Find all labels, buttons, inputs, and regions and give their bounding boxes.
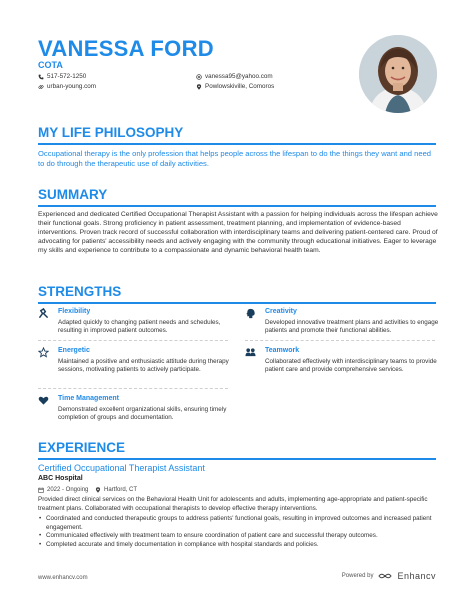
job-dates-text: 2022 - Ongoing	[47, 487, 89, 493]
strength-teamwork	[245, 347, 435, 387]
strength-title: Flexibility	[58, 308, 91, 315]
profile-photo	[359, 35, 437, 113]
footer-branding	[342, 571, 436, 581]
company-name: ABC Hospital	[38, 475, 83, 482]
phone-icon	[38, 74, 44, 80]
strength-description: Adapted quickly to changing patient needs and schedules, resulting in improved patient outcomes.	[58, 319, 221, 335]
at-icon	[196, 74, 202, 80]
job-bullets	[38, 515, 438, 549]
summary-divider	[38, 205, 436, 207]
job-title: Certified Occupational Therapist Assistant	[38, 463, 205, 473]
strength-title: Energetic	[58, 347, 90, 354]
philosophy-divider	[38, 143, 436, 145]
enhancv-logo-icon	[378, 572, 392, 580]
list-item: • Completed accurate and timely documentation in compliance with hospital standards and policies.	[38, 541, 438, 550]
star-icon	[38, 347, 49, 358]
strength-flexibility	[38, 308, 228, 338]
calendar-icon	[38, 487, 44, 493]
summary-text: Experienced and dedicated Certified Occupational Therapist Assistant with a passion for helping individuals across the lifespan achieve their functional goals. Strong proficiency in patient assessment, treatment planning, and implementation of evidence-based interventions. Proven track record of successful collaboration with interdisciplinary teams and delivering patient-centered care. Proud of advocating for patients' accessibility needs and actively engaging with the community through educational initiatives. Eager to leverage my skills and experience to contribute to a compassionate and dynamic behavioral health team.	[38, 211, 438, 254]
strength-title: Teamwork	[265, 347, 300, 354]
location-contact	[196, 83, 274, 90]
strengths-heading: STRENGTHS	[38, 284, 122, 299]
strength-title: Time Management	[58, 395, 119, 402]
strength-description: Developed innovative treatment plans and activities to engage patients and promote their functional abilities.	[265, 319, 439, 335]
website-text[interactable]: urban-young.com	[47, 83, 97, 90]
strengths-divider	[38, 302, 436, 304]
strength-creativity	[245, 308, 439, 338]
job-dates	[38, 487, 88, 493]
experience-heading: EXPERIENCE	[38, 440, 126, 455]
strength-separator	[38, 340, 228, 341]
email-text[interactable]: vanessa95@yahoo.com	[205, 73, 273, 80]
summary-heading: SUMMARY	[38, 187, 108, 202]
phone-text: 517-572-1250	[47, 73, 87, 80]
strength-description: Maintained a positive and enthusiastic attitude during therapy sessions, motivating patients to actively participate.	[58, 358, 229, 374]
flexibility-icon	[38, 308, 49, 319]
experience-divider	[38, 458, 436, 460]
job-location	[95, 487, 137, 493]
heart-icon	[38, 395, 49, 406]
location-pin-icon	[95, 487, 101, 493]
philosophy-text: Occupational therapy is the only profession that helps people across the lifespan to do the things they want and need to do through the therapeutic use of daily activities.	[38, 149, 432, 168]
job-summary: Provided direct clinical services on the Behavioral Health Unit for adolescents and adults, implementing age-appropriate and patient-specific treatment plans. Collaborated with occupational therapists to develop effective therapy interventions.	[38, 496, 428, 512]
strength-separator	[245, 340, 435, 341]
powered-by-text: Powered by	[341, 573, 374, 579]
strength-description: Collaborated effectively with interdisciplinary teams to provide patient care and provide comprehensive services.	[265, 358, 437, 374]
list-item: • Communicated effectively with treatment team to ensure coordination of patient care and successful therapy outcomes.	[38, 532, 438, 541]
website-contact	[38, 83, 96, 90]
email-contact	[196, 73, 273, 80]
footer-website[interactable]: www.enhancv.com	[38, 575, 88, 581]
link-icon	[38, 84, 44, 90]
teamwork-icon	[245, 347, 256, 358]
brain-icon	[245, 308, 256, 319]
strength-description: Demonstrated excellent organizational skills, ensuring timely completion of groups and documentation.	[58, 406, 227, 422]
location-pin-icon	[196, 84, 202, 90]
location-text: Powlowskiville, Comoros	[205, 83, 275, 90]
strength-title: Creativity	[265, 308, 297, 315]
strength-separator	[38, 388, 228, 389]
philosophy-heading: MY LIFE PHILOSOPHY	[38, 125, 184, 140]
job-location-text: Hartford, CT	[104, 487, 138, 493]
list-item: • Coordinated and conducted therapeutic groups to address patients' functional goals, resulting in improved outcomes and increased patient engagement.	[38, 515, 438, 532]
candidate-title: COTA	[38, 60, 63, 70]
enhancv-brand[interactable]: Enhancv	[397, 571, 436, 581]
strength-energetic	[38, 347, 228, 387]
strength-time-management	[38, 395, 228, 427]
candidate-name: VANESSA FORD	[38, 36, 214, 61]
phone-contact	[38, 73, 86, 80]
